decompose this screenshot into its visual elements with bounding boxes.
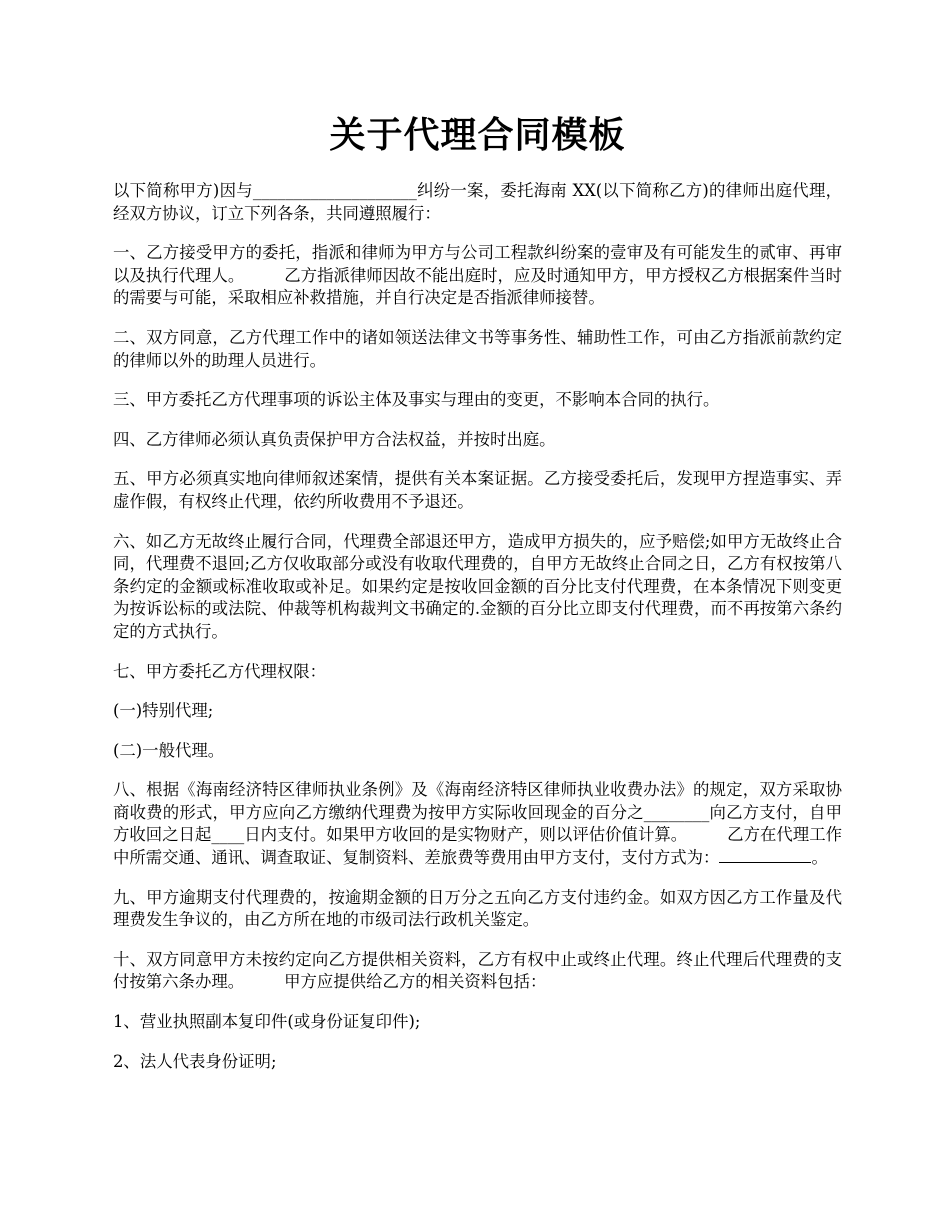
clause-2: 二、双方同意，乙方代理工作中的诸如领送法律文书等事务性、辅助性工作，可由乙方指派前款约定的律师以外的助理人员进行。 (113, 327, 842, 370)
clause-8-text-c: 。 (811, 848, 828, 868)
intro-blank: ____________________ (252, 181, 417, 200)
clause-10-text-a: 十、双方同意甲方未按约定向乙方提供相关资料，乙方有权中止或终止代理。终止代理后代理费的支付按第六条办理。 (113, 949, 842, 992)
clause-8-text-a: 八、根据《海南经济特区律师执业条例》及《海南经济特区律师执业收费办法》的规定，双方采取协商收费的形式，甲方应向乙方缴纳代理费为按甲方实际收回现金的百分之________向乙方支付，自甲方收回之日起____日内支付。如果甲方收回的是实物财产，则以评估价值计算。 (113, 780, 842, 845)
clause-8 (113, 779, 842, 869)
material-item-2: 2、法人代表身份证明; (113, 1051, 277, 1071)
document-title: 关于代理合同模板 (329, 115, 626, 156)
clause-7-item-special: (一)特别代理; (113, 701, 214, 721)
clause-7-item-general: (二)一般代理。 (113, 740, 225, 760)
clause-4: 四、乙方律师必须认真负责保护甲方合法权益，并按时出庭。 (113, 429, 556, 449)
clause-6: 六、如乙方无故终止履行合同，代理费全部退还甲方，造成甲方损失的，应予赔偿;如甲方无故终止合同，代理费不退回;乙方仅收取部分或没有收取代理费的，自甲方无故终止合同之日，乙方有权按第八条约定的金额或标准收取或补足。如果约定是按收回金额的百分比支付代理费，在本条情况下则变更为按诉讼标的或法院、仲裁等机构裁判文书确定的.金额的百分比立即支付代理费，而不再按第六条约定的方式执行。 (113, 531, 842, 641)
intro-paragraph (113, 180, 842, 225)
clause-7: 七、甲方委托乙方代理权限： (113, 661, 327, 681)
clause-1-text-a: 一、乙方接受甲方的委托，指派和律师为甲方与公司工程款纠纷案的壹审及有可能发生的贰审、再审以及执行代理人。 (113, 243, 842, 285)
clause-3: 三、甲方委托乙方代理事项的诉讼主体及事实与理由的变更，不影响本合同的执行。 (113, 390, 720, 410)
clause-1 (113, 242, 842, 310)
clause-5: 五、甲方必须真实地向律师叙述案情，提供有关本案证据。乙方接受委托后，发现甲方捏造事实、弄虚作假，有权终止代理，依约所收费用不予退还。 (113, 469, 842, 511)
intro-text-b: 纠纷一案，委托海南 XX(以下简称乙方)的律师出庭代理，经双方协议，订立下列各条，共同遵照履行： (113, 181, 842, 223)
clause-1-text-b: 乙方指派律师因故不能出庭时，应及时通知甲方，甲方授权乙方根据案件当时的需要与可能，采取相应补救措施，并自行决定是否指派律师接替。 (113, 265, 843, 308)
material-item-1: 1、营业执照副本复印件(或身份证复印件); (113, 1012, 421, 1032)
clause-8-text-b: 乙方在代理工作中所需交通、通讯、调查取证、复制资料、差旅费等费用由甲方支付，支付方式为： (113, 825, 843, 868)
clause-9: 九、甲方逾期支付代理费的，按逾期金额的日万分之五向乙方支付违约金。如双方因乙方工作量及代理费发生争议的，由乙方所在地的市级司法行政机关鉴定。 (113, 887, 842, 930)
payment-method-blank (719, 847, 811, 863)
clause-10-text-b: 甲方应提供给乙方的相关资料包括： (284, 972, 547, 992)
intro-text-a: 以下简称甲方)因与 (113, 181, 253, 200)
clause-10 (113, 949, 842, 994)
